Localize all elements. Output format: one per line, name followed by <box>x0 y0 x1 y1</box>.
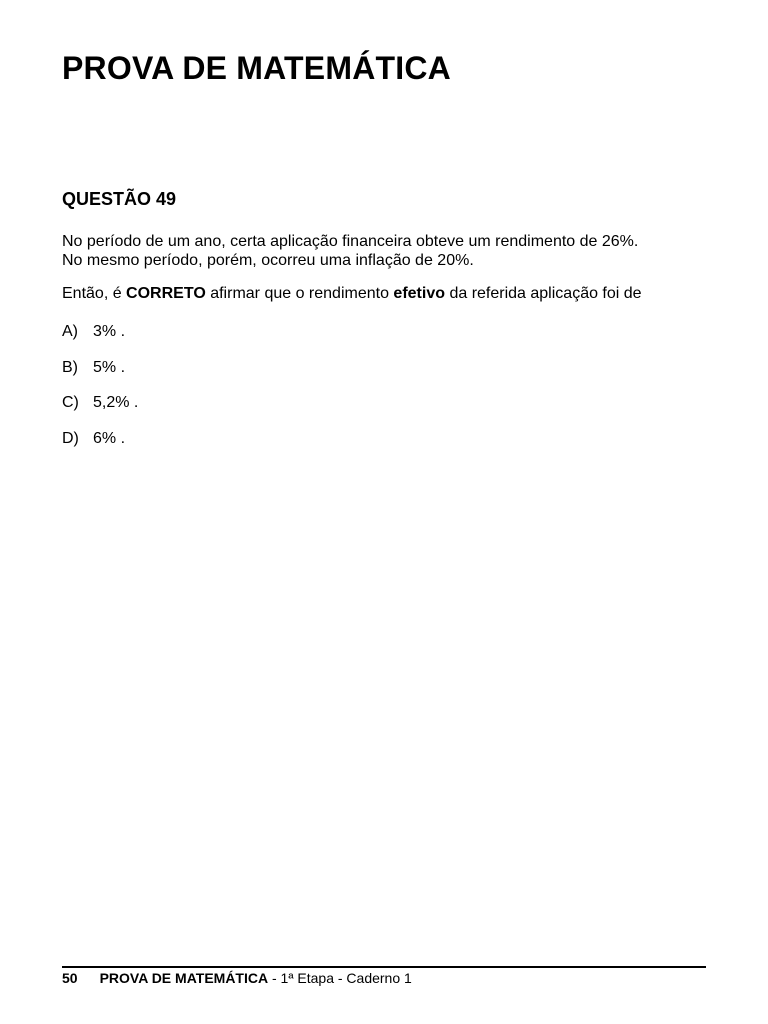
option-text: 5% . <box>93 358 126 376</box>
option-text: 6% . <box>93 429 126 447</box>
option-text: 3% . <box>93 323 126 340</box>
answer-option-c <box>62 393 138 429</box>
footer-details: - 1ª Etapa - Caderno 1 <box>268 970 412 986</box>
answer-option-a <box>62 322 138 358</box>
prompt-text-1: Então, é <box>62 285 127 302</box>
option-letter: C) <box>62 394 79 411</box>
prompt-emphasis-correto: CORRETO <box>126 285 206 302</box>
question-heading: QUESTÃO 49 <box>62 189 177 209</box>
footer-exam-name: PROVA DE MATEMÁTICA <box>99 970 269 986</box>
page-footer <box>62 970 412 986</box>
page-title: PROVA DE MATEMÁTICA <box>62 50 451 86</box>
question-statement-line-1: No período de um ano, certa aplicação financeira obteve um rendimento de 26%. <box>62 233 639 250</box>
answer-options <box>62 322 138 464</box>
question-prompt <box>62 284 742 303</box>
page-number: 50 <box>62 970 78 986</box>
question-statement-line-2: No mesmo período, porém, ocorreu uma inflação de 20%. <box>62 252 474 269</box>
option-letter: B) <box>62 358 78 376</box>
option-text: 5,2% . <box>93 394 139 411</box>
option-letter: D) <box>62 429 79 447</box>
footer-divider <box>62 966 706 968</box>
answer-option-b <box>62 358 138 394</box>
prompt-text-2: afirmar que o rendimento <box>205 285 394 302</box>
question-statement <box>62 232 722 270</box>
answer-option-d <box>62 429 138 465</box>
option-letter: A) <box>62 323 78 340</box>
prompt-emphasis-efetivo: efetivo <box>393 285 445 302</box>
prompt-text-3: da referida aplicação foi de <box>445 285 642 302</box>
